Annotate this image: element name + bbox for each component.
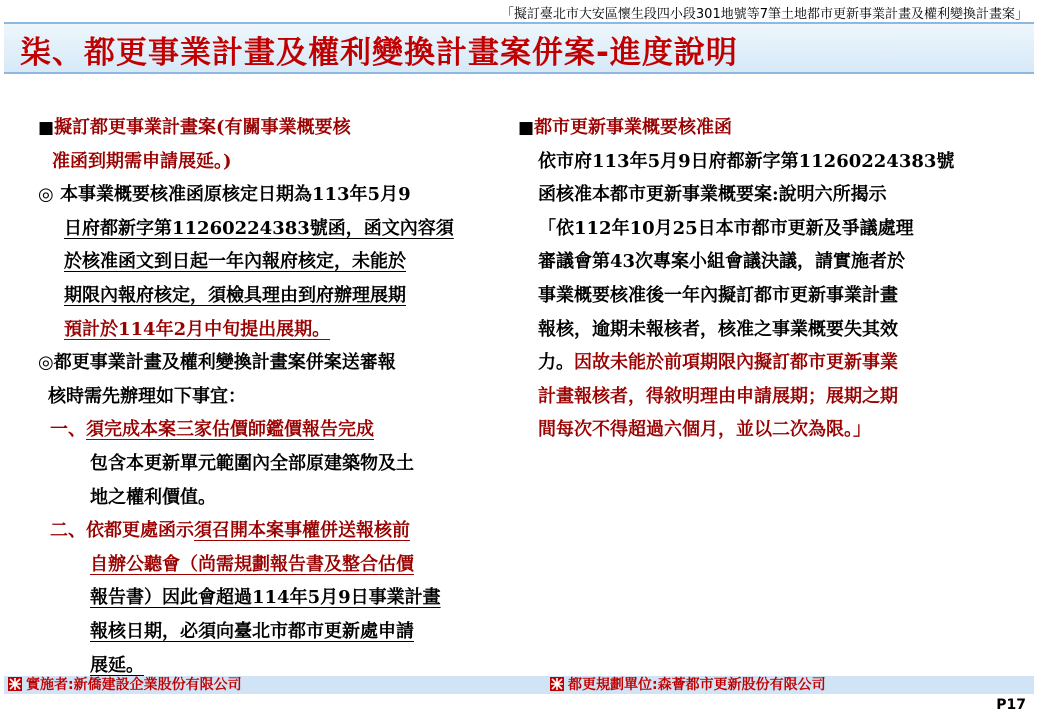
page-title: 柒、都更事業計畫及權利變換計畫案併案-進度說明 xyxy=(20,35,738,71)
paragraph-line: 核時需先辦理如下事宜： xyxy=(48,385,246,407)
paragraph-line: 「依112年10月25日本市都市更新及爭議處理 xyxy=(538,217,914,239)
right-heading: ■都市更新事業概要核准函 xyxy=(518,117,733,138)
title-bar xyxy=(4,22,1034,74)
list-item-line: 報核日期，必須向臺北市都市更新處申請 xyxy=(90,620,414,642)
footer-planner: 都更規劃單位:森薈都市更新股份有限公司 xyxy=(550,676,826,694)
paragraph-line: 期限內報府核定，須檢具理由到府辦理展期 xyxy=(64,284,406,306)
list-item-2: 二、依都更處函示須召開本案事權併送報核前 xyxy=(50,520,410,542)
footer-implementer: 實施者:新僑建設企業股份有限公司 xyxy=(8,676,242,694)
cross-pattern-icon xyxy=(550,677,564,691)
paragraph-line: 預計於114年2月中旬提出展期。 xyxy=(64,318,331,340)
paragraph-line: 計畫報核者，得敘明理由申請展期；展期之期 xyxy=(538,385,898,407)
list-item-line: 地之權利價值。 xyxy=(90,486,216,508)
paragraph-line: 間每次不得超過六個月，並以二次為限。」 xyxy=(538,419,871,441)
list-item-line: 包含本更新單元範圍內全部原建築物及土 xyxy=(90,452,414,474)
list-item-line: 展延。 xyxy=(90,654,144,676)
paragraph-line: ◎ 本事業概要核准函原核定日期為113年5月9 xyxy=(38,184,411,206)
paragraph-line: 力。因故未能於前項期限內擬訂都市更新事業 xyxy=(538,352,898,374)
right-column xyxy=(518,111,988,447)
paragraph-line: 事業概要核准後一年內擬訂都市更新事業計畫 xyxy=(538,284,898,306)
paragraph-line: 依市府113年5月9日府都新字第11260224383號 xyxy=(538,150,955,172)
paragraph-line: 審議會第43次專案小組會議決議，請實施者於 xyxy=(538,251,906,273)
paragraph-line: 於核准函文到日起一年內報府核定，未能於 xyxy=(64,251,406,273)
paragraph-line: ◎都更事業計畫及權利變換計畫案併案送審報 xyxy=(38,352,396,374)
page-number: P17 xyxy=(996,697,1026,713)
list-item-line: 自辦公聽會（尚需規劃報告書及整合估價 xyxy=(90,553,414,575)
left-column xyxy=(38,111,503,682)
paragraph-line: 日府都新字第11260224383號函，函文內容須 xyxy=(64,217,454,239)
paragraph-line: 報核，逾期未報核者，核准之事業概要失其效 xyxy=(538,318,898,340)
document-caption: 「擬訂臺北市大安區懷生段四小段301地號等7筆土地都市更新事業計畫及權利變換計畫案」 xyxy=(500,7,1028,22)
square-bullet-icon: ■ xyxy=(518,118,535,138)
square-bullet-icon: ■ xyxy=(38,118,55,138)
paragraph-line: 函核准本都市更新事業概要案:說明六所揭示 xyxy=(538,184,887,206)
left-heading-line: 准函到期需申請展延。) xyxy=(52,150,232,172)
cross-pattern-icon xyxy=(8,677,22,691)
list-item-line: 報告書）因此會超過114年5月9日事業計畫 xyxy=(90,587,441,609)
left-heading-line: ■擬訂都更事業計畫案(有關事業概要核 xyxy=(38,117,351,138)
list-item-1: 一、須完成本案三家估價師鑑價報告完成 xyxy=(50,419,374,441)
